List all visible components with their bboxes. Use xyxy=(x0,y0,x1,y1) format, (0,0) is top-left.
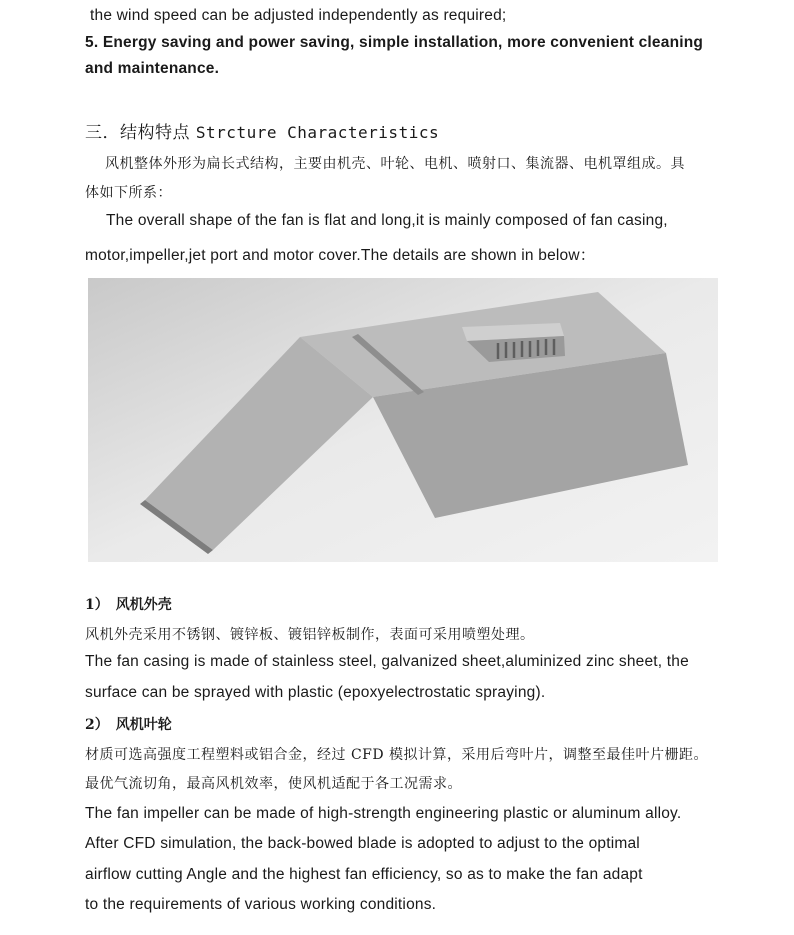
section-heading-zh: 三．结构特点 xyxy=(85,123,190,143)
part-2-en-line-4: to the requirements of various working conditions. xyxy=(85,896,437,913)
fan-render-image xyxy=(88,278,718,562)
part-2-title: 2） 风机叶轮 xyxy=(85,717,172,733)
intro-en-line-2: motor,impeller,jet port and motor cover.The details are shown in below： xyxy=(85,247,596,264)
part-2-en-line-3: airflow cutting Angle and the highest fan efficiency, so as to make the fan adapt xyxy=(85,866,643,883)
section-heading xyxy=(85,118,439,143)
item-5-line-2: and maintenance. xyxy=(85,60,220,77)
part-2-en-line-2: After CFD simulation, the back-bowed blade is adopted to adjust to the optimal xyxy=(85,835,640,852)
part-2-en-line-1: The fan impeller can be made of high-strength engineering plastic or aluminum alloy. xyxy=(85,805,682,822)
part-1-en-line-1: The fan casing is made of stainless steel, galvanized sheet,aluminized zinc sheet, the xyxy=(85,653,689,670)
item-5-line-1: 5. Energy saving and power saving, simple installation, more convenient cleaning xyxy=(85,34,704,51)
intro-en-line-1: The overall shape of the fan is flat and long,it is mainly composed of fan casing, xyxy=(106,212,668,229)
prev-text-line: the wind speed can be adjusted independently as required; xyxy=(90,7,507,24)
part-1-title: 1） 风机外壳 xyxy=(85,597,172,613)
part-2-zh-line-2: 最优气流切角，最高风机效率，使风机适配于各工况需求。 xyxy=(85,776,462,792)
intro-zh-line-1: 风机整体外形为扁长式结构，主要由机壳、叶轮、电机、喷射口、集流器、电机罩组成。具 xyxy=(105,156,685,172)
part-2-zh-line-1: 材质可选高强度工程塑料或铝合金，经过 CFD 模拟计算，采用后弯叶片，调整至最佳叶片栅距。 xyxy=(85,747,709,763)
intro-zh-line-2: 体如下所系： xyxy=(85,185,172,201)
part-1-en-line-2: surface can be sprayed with plastic (epoxyelectrostatic spraying). xyxy=(85,684,546,701)
section-heading-en: Strcture Characteristics xyxy=(195,123,440,142)
part-1-zh: 风机外壳采用不锈钢、镀锌板、镀铝锌板制作，表面可采用喷塑处理。 xyxy=(85,627,535,643)
